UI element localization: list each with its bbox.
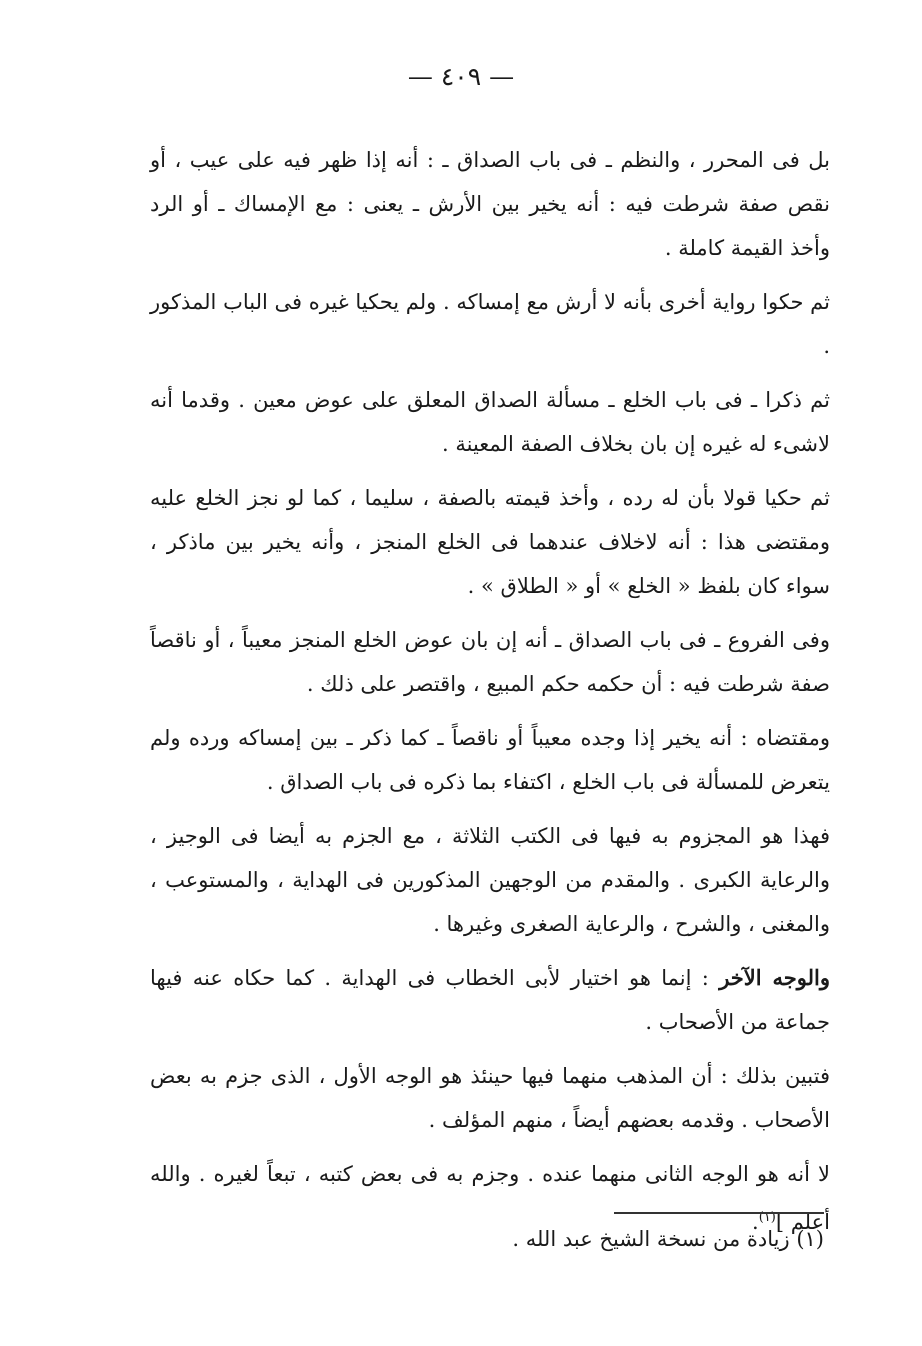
page-number: — ٤٠٩ —: [407, 62, 515, 91]
paragraph-rest: : إنما هو اختيار لأبى الخطاب فى الهداية . كما حكاه عنه فيها جماعة من الأصحاب .: [150, 966, 830, 1034]
paragraph-2: ثم حكوا رواية أخرى بأنه لا أرش مع إمساكه . ولم يحكيا غيره فى الباب المذكور .: [150, 290, 830, 358]
paragraph-lead: والوجه الآخر: [719, 965, 831, 990]
footnote-divider: [614, 1212, 824, 1214]
main-text: [150, 138, 830, 1254]
paragraph-1: بل فى المحرر ، والنظم ـ فى باب الصداق ـ : أنه إذا ظهر فيه على عيب ، أو نقص صفة شرطت فيه : أنه يخير بين الأرش ـ يعنى : مع الإمساك ـ أو الرد وأخذ القيمة كاملة .: [150, 148, 830, 260]
paragraph-7: فهذا هو المجزوم به فيها فى الكتب الثلاثة ، مع الجزم به أيضا فى الوجيز ، والرعاية الكبرى . والمقدم من الوجهين المذكورين فى الهداية ، والمستوعب ، والمغنى ، والشرح ، والرعاية الصغرى وغيرها .: [150, 824, 830, 936]
paragraph-4: ثم حكيا قولا بأن له رده ، وأخذ قيمته بالصفة ، سليما ، كما لو نجز الخلع عليه ومقتضى هذا : أنه لاخلاف عندهما فى الخلع المنجز ، وأنه يخير بين ماذكر ، سواء كان بلفظ « الخلع » أو « الطلاق » .: [150, 486, 830, 598]
paragraph-5: وفى الفروع ـ فى باب الصداق ـ أنه إن بان عوض الخلع المنجز معيباً ، أو ناقصاً صفة شرطت فيه : أن حكمه حكم المبيع ، واقتصر على ذلك .: [150, 628, 830, 696]
closing-end: .: [752, 1210, 759, 1234]
paragraph-6: ومقتضاه : أنه يخير إذا وجده معيباً أو ناقصاً ـ كما ذكر ـ بين إمساكه ورده ولم يتعرض للمسألة فى باب الخلع ، اكتفاء بما ذكره فى باب الصداق .: [150, 726, 830, 794]
footnote-marker: (١): [758, 1210, 776, 1225]
paragraph-other-view: [150, 956, 830, 1044]
paragraph-3: ثم ذكرا ـ فى باب الخلع ـ مسألة الصداق المعلق على عوض معين . وقدما أنه لاشىء له غيره إن بان بخلاف الصفة المعينة .: [150, 388, 830, 456]
paragraph-conclusion: فتبين بذلك : أن المذهب منهما فيها حينئذ هو الوجه الأول ، الذى جزم به بعض الأصحاب . وقدمه بعضهم أيضاً ، منهم المؤلف .: [150, 1064, 830, 1132]
closing-text: لا أنه هو الوجه الثانى منهما عنده . وجزم به فى بعض كتبه ، تبعاً لغيره . والله أعلم ]: [150, 1162, 830, 1234]
footnote: (١) زيادة من نسخة الشيخ عبد الله .: [512, 1227, 824, 1251]
